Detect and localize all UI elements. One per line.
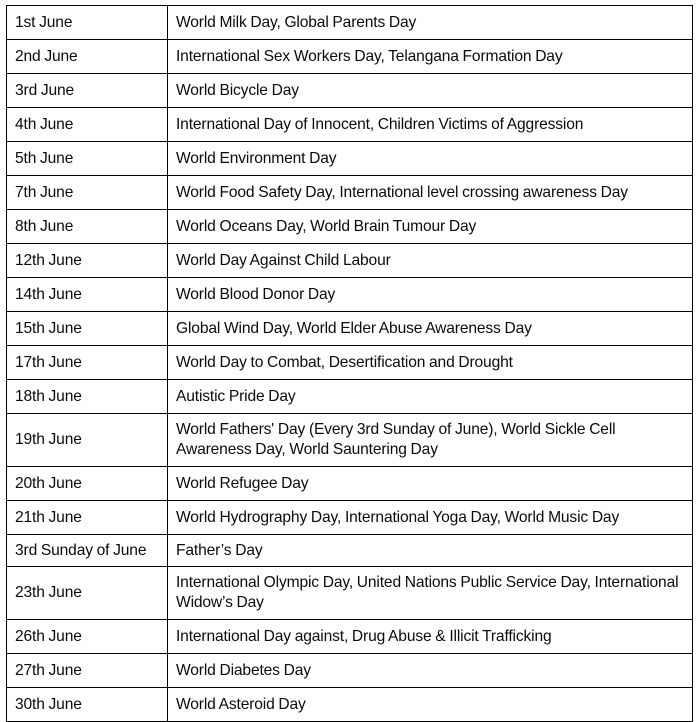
date-cell: 7th June <box>7 176 168 210</box>
date-cell: 8th June <box>7 210 168 244</box>
table-row <box>7 176 693 210</box>
date-cell: 19th June <box>7 414 168 467</box>
observance-cell: Global Wind Day, World Elder Abuse Awareness Day <box>168 312 693 346</box>
observance-cell: World Food Safety Day, International level crossing awareness Day <box>168 176 693 210</box>
observance-cell: International Day of Innocent, Children Victims of Aggression <box>168 108 693 142</box>
table-row <box>7 346 693 380</box>
observance-cell: International Day against, Drug Abuse & Illicit Trafficking <box>168 620 693 654</box>
table-row <box>7 244 693 278</box>
observance-cell: World Fathers' Day (Every 3rd Sunday of June), World Sickle Cell Awareness Day, World Sauntering Day <box>168 414 693 467</box>
observance-cell: World Diabetes Day <box>168 654 693 688</box>
observance-cell: Autistic Pride Day <box>168 380 693 414</box>
observance-cell: International Sex Workers Day, Telangana Formation Day <box>168 40 693 74</box>
observance-cell: World Hydrography Day, International Yoga Day, World Music Day <box>168 501 693 535</box>
table-row <box>7 108 693 142</box>
observance-cell: World Oceans Day, World Brain Tumour Day <box>168 210 693 244</box>
date-cell: 2nd June <box>7 40 168 74</box>
table-row <box>7 210 693 244</box>
observance-cell: Father’s Day <box>168 535 693 567</box>
date-cell: 23th June <box>7 567 168 620</box>
days-table-container <box>6 5 693 713</box>
date-cell: 3rd Sunday of June <box>7 535 168 567</box>
table-row <box>7 312 693 346</box>
table-row <box>7 688 693 722</box>
table-row <box>7 535 693 567</box>
date-cell: 15th June <box>7 312 168 346</box>
table-body <box>7 6 693 722</box>
observance-cell: World Bicycle Day <box>168 74 693 108</box>
observance-cell: World Day to Combat, Desertification and Drought <box>168 346 693 380</box>
table-row <box>7 620 693 654</box>
table-row <box>7 567 693 620</box>
date-cell: 18th June <box>7 380 168 414</box>
observance-cell: World Asteroid Day <box>168 688 693 722</box>
observance-cell: World Day Against Child Labour <box>168 244 693 278</box>
observance-cell: World Environment Day <box>168 142 693 176</box>
date-cell: 5th June <box>7 142 168 176</box>
table-row <box>7 467 693 501</box>
table-row <box>7 142 693 176</box>
observance-cell: World Milk Day, Global Parents Day <box>168 6 693 40</box>
date-cell: 27th June <box>7 654 168 688</box>
date-cell: 26th June <box>7 620 168 654</box>
observance-cell: World Refugee Day <box>168 467 693 501</box>
date-cell: 4th June <box>7 108 168 142</box>
table-row <box>7 654 693 688</box>
date-cell: 14th June <box>7 278 168 312</box>
observance-cell: World Blood Donor Day <box>168 278 693 312</box>
important-days-table <box>6 5 693 722</box>
table-row <box>7 414 693 467</box>
table-row <box>7 6 693 40</box>
date-cell: 17th June <box>7 346 168 380</box>
table-row <box>7 278 693 312</box>
date-cell: 20th June <box>7 467 168 501</box>
date-cell: 21th June <box>7 501 168 535</box>
table-row <box>7 501 693 535</box>
table-row <box>7 74 693 108</box>
table-row <box>7 380 693 414</box>
date-cell: 1st June <box>7 6 168 40</box>
observance-cell: International Olympic Day, United Nations Public Service Day, International Widow’s Day <box>168 567 693 620</box>
date-cell: 12th June <box>7 244 168 278</box>
date-cell: 3rd June <box>7 74 168 108</box>
date-cell: 30th June <box>7 688 168 722</box>
table-row <box>7 40 693 74</box>
